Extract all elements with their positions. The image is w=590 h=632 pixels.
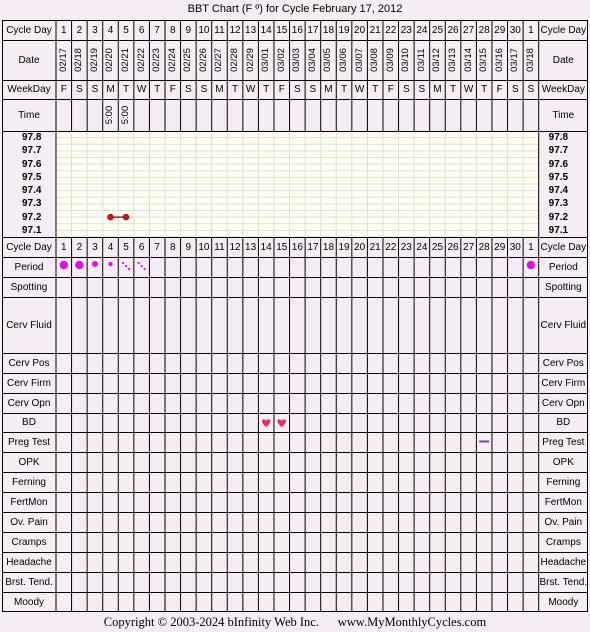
weekday-label: S <box>402 84 410 95</box>
row-label-left-cerv_pos: Cerv Pos <box>8 357 50 369</box>
row-label-right-cramps: Cramps <box>545 536 581 548</box>
cycle-day-number: 1 <box>61 241 67 253</box>
weekday-label: S <box>184 84 192 95</box>
temp-tick-right: 97.6 <box>548 158 569 170</box>
weekday-label: W <box>136 84 147 95</box>
cycle-day-number: 10 <box>198 241 210 253</box>
weekday-label: S <box>527 84 535 95</box>
date-label: 03/18 <box>524 48 536 72</box>
row-label-right-cerv_pos: Cerv Pos <box>542 357 584 369</box>
cycle-day-number: 14 <box>260 241 272 253</box>
cycle-day-number: 12 <box>229 24 241 36</box>
weekday-label: S <box>200 84 208 95</box>
cycle-day-number: 7 <box>154 241 160 253</box>
weekday-label: M <box>215 84 224 95</box>
cycle-day-number: 2 <box>76 241 83 253</box>
temp-tick-left: 97.7 <box>22 145 42 157</box>
date-label: 03/15 <box>478 48 490 72</box>
cycle-day-number: 20 <box>354 24 366 36</box>
cycle-day-number: 21 <box>369 24 381 36</box>
cycle-day-number: 11 <box>214 241 225 253</box>
date-label: 03/14 <box>462 48 474 72</box>
cycle-day-number: 30 <box>509 241 521 253</box>
date-label: 02/25 <box>182 48 194 72</box>
bd-heart <box>278 419 286 427</box>
temp-tick-left: 97.4 <box>22 185 42 197</box>
cycle-day-number: 19 <box>338 241 350 253</box>
weekday-label: T <box>122 84 130 95</box>
cycle-day-number: 23 <box>400 241 412 253</box>
cycle-day-number: 29 <box>494 241 506 253</box>
date-label: 03/06 <box>338 48 350 72</box>
temp-tick-left: 97.6 <box>22 158 42 170</box>
weekday-label: T <box>372 84 379 95</box>
period-mark-heavy <box>527 261 535 269</box>
temp-tick-right: 97.7 <box>548 145 569 157</box>
cycle-day-number: 5 <box>123 24 129 36</box>
date-label: 02/21 <box>120 48 132 72</box>
cycle-day-number: 20 <box>354 241 366 253</box>
weekday-label: S <box>511 84 519 95</box>
row-label-left-cycle_day: Cycle Day <box>6 241 52 253</box>
period-mark-heavy <box>60 261 68 269</box>
temp-point <box>123 214 129 220</box>
row-label-right-ov_pain: Ov. Pain <box>544 516 583 528</box>
cycle-day-number: 13 <box>245 24 257 36</box>
period-mark-spotting-dot <box>128 268 130 270</box>
row-label-right-brst_tend: Brst. Tend. <box>539 576 588 588</box>
row-label-left-ov_pain: Ov. Pain <box>10 516 48 528</box>
weekday-label: F <box>60 84 67 95</box>
date-label: 03/17 <box>509 48 521 72</box>
cycle-day-number: 7 <box>154 24 160 36</box>
date-label: 03/11 <box>415 48 427 72</box>
temp-tick-left: 97.5 <box>22 171 42 183</box>
date-label: 03/04 <box>306 48 318 72</box>
weekday-label: S <box>293 84 301 95</box>
cycle-day-number: 9 <box>185 241 192 253</box>
date-label: 02/28 <box>229 48 241 72</box>
weekday-label: F <box>387 84 394 95</box>
row-label-left-preg_test: Preg Test <box>7 436 51 448</box>
cycle-day-number: 26 <box>447 24 459 36</box>
row-label-left-ferning: Ferning <box>12 476 46 488</box>
temp-tick-right: 97.3 <box>548 198 569 210</box>
time-label: 5:00 <box>120 105 132 125</box>
date-label: 02/23 <box>151 48 163 72</box>
chart-title: BBT Chart (F º) for Cycle February 17, 2012 <box>187 3 403 15</box>
cycle-day-number: 24 <box>416 241 428 253</box>
row-label-left-cerv_opn: Cerv Opn <box>7 397 51 409</box>
time-label: 5:00 <box>104 105 116 125</box>
row-label-left-cycle_day: Cycle Day <box>6 24 52 36</box>
cycle-day-number: 8 <box>169 24 176 36</box>
date-label: 03/09 <box>384 48 396 72</box>
weekday-label: F <box>278 84 285 95</box>
row-label-right-moody: Moody <box>548 596 579 608</box>
date-label: 03/13 <box>447 48 459 72</box>
cycle-day-number: 18 <box>322 24 335 36</box>
period-mark-spotting-dot <box>122 262 124 264</box>
row-label-left-moody: Moody <box>13 596 44 608</box>
row-label-left-period: Period <box>14 261 44 273</box>
period-mark-spotting-dot <box>144 268 146 270</box>
cycle-day-number: 22 <box>385 241 397 253</box>
date-label: 03/12 <box>431 48 443 72</box>
weekday-label: M <box>106 84 115 95</box>
cycle-day-number: 23 <box>400 24 412 36</box>
row-label-left-spotting: Spotting <box>10 281 48 293</box>
cycle-day-number: 2 <box>76 24 83 36</box>
row-label-left-date: Date <box>18 54 40 66</box>
weekday-label: M <box>324 84 333 95</box>
row-label-right-cerv_fluid: Cerv Fluid <box>540 319 587 331</box>
cycle-day-number: 1 <box>528 24 534 36</box>
weekday-label: T <box>231 84 239 95</box>
date-label: 03/01 <box>260 48 272 72</box>
row-label-right-fertmon: FertMon <box>544 496 582 508</box>
cycle-day-number: 16 <box>291 241 303 253</box>
cycle-day-number: 8 <box>169 241 176 253</box>
cycle-day-number: 19 <box>338 24 350 36</box>
site-link[interactable]: www.MyMonthlyCycles.com <box>337 615 487 629</box>
date-label: 03/08 <box>369 48 381 72</box>
row-label-right-opk: OPK <box>552 456 574 468</box>
period-mark-spotting-dot <box>141 265 143 267</box>
weekday-label: S <box>418 84 426 95</box>
date-label: 03/16 <box>493 48 505 72</box>
row-label-right-weekday: WeekDay <box>541 84 585 95</box>
cycle-day-number: 16 <box>291 24 303 36</box>
cycle-day-number: 14 <box>260 24 272 36</box>
row-label-right-date: Date <box>552 54 574 66</box>
period-mark-spotting-dot <box>125 265 127 267</box>
weekday-label: W <box>245 84 256 95</box>
weekday-label: S <box>76 84 83 95</box>
temp-tick-left: 97.3 <box>22 198 42 210</box>
date-label: 03/05 <box>322 48 334 72</box>
row-label-left-brst_tend: Brst. Tend. <box>5 576 53 588</box>
period-mark-spotting-dot <box>138 262 140 264</box>
cycle-day-number: 21 <box>369 241 381 253</box>
temp-tick-right: 97.4 <box>548 185 569 197</box>
weekday-label: W <box>354 84 365 95</box>
cycle-day-number: 6 <box>138 24 145 36</box>
row-label-left-weekday: WeekDay <box>7 84 51 95</box>
cycle-day-number: 3 <box>92 241 98 253</box>
temp-point <box>107 214 113 220</box>
footer <box>0 612 590 632</box>
date-label: 02/17 <box>57 48 69 72</box>
row-label-left-bd: BD <box>22 417 36 428</box>
weekday-label: S <box>91 84 99 95</box>
row-label-left-cramps: Cramps <box>11 536 47 548</box>
date-label: 03/10 <box>400 48 412 72</box>
temp-tick-right: 97.5 <box>548 171 569 183</box>
row-label-left-headache: Headache <box>6 556 52 568</box>
cycle-day-number: 4 <box>107 24 114 36</box>
row-label-left-time: Time <box>18 109 40 121</box>
row-label-right-bd: BD <box>556 417 571 428</box>
period-mark-medium <box>92 261 98 267</box>
cycle-day-number: 28 <box>478 241 490 253</box>
cycle-day-number: 5 <box>123 241 129 253</box>
cycle-day-number: 29 <box>494 24 506 36</box>
cycle-day-number: 15 <box>276 241 288 253</box>
cycle-day-number: 6 <box>138 241 145 253</box>
cycle-day-number: 1 <box>61 24 67 36</box>
weekday-label: T <box>340 84 348 95</box>
cycle-day-number: 22 <box>385 24 397 36</box>
temp-tick-right: 97.8 <box>548 132 569 144</box>
row-label-right-headache: Headache <box>540 556 587 568</box>
cycle-day-number: 1 <box>528 241 534 253</box>
cycle-day-number: 27 <box>463 24 475 36</box>
date-label: 02/26 <box>197 48 209 72</box>
cycle-day-number: 9 <box>185 24 192 36</box>
cycle-day-number: 17 <box>307 24 319 36</box>
weekday-label: M <box>433 84 442 95</box>
cycle-day-number: 17 <box>307 241 319 253</box>
cycle-day-number: 25 <box>431 241 444 253</box>
cycle-day-number: 15 <box>276 24 288 36</box>
temp-tick-left: 97.2 <box>22 211 42 223</box>
weekday-label: F <box>496 84 503 95</box>
weekday-label: W <box>463 84 474 95</box>
date-label: 02/22 <box>135 48 147 72</box>
cycle-day-number: 28 <box>478 24 490 36</box>
cycle-day-number: 26 <box>447 241 459 253</box>
weekday-label: S <box>309 84 317 95</box>
cycle-day-number: 11 <box>214 24 225 36</box>
temp-tick-left: 97.8 <box>22 132 42 144</box>
row-label-left-cerv_fluid: Cerv Fluid <box>6 319 52 331</box>
date-label: 03/03 <box>291 48 303 72</box>
row-label-right-spotting: Spotting <box>544 281 582 293</box>
period-mark-heavy <box>75 261 83 269</box>
date-label: 03/07 <box>353 48 365 72</box>
date-label: 02/18 <box>73 48 85 72</box>
row-label-right-cerv_opn: Cerv Opn <box>541 397 585 409</box>
date-label: 02/29 <box>244 48 256 72</box>
temp-tick-right: 97.2 <box>548 211 569 223</box>
row-label-right-time: Time <box>552 109 575 121</box>
bd-heart <box>262 419 270 427</box>
cycle-day-number: 10 <box>198 24 210 36</box>
row-label-right-cycle_day: Cycle Day <box>540 241 587 253</box>
date-label: 02/24 <box>166 48 178 72</box>
cycle-day-number: 4 <box>107 241 114 253</box>
weekday-label: F <box>169 84 176 95</box>
weekday-label: T <box>481 84 488 95</box>
row-label-right-period: Period <box>548 261 578 273</box>
cycle-day-number: 13 <box>245 241 257 253</box>
cycle-day-number: 12 <box>229 241 241 253</box>
row-label-right-cerv_firm: Cerv Firm <box>541 377 586 389</box>
date-label: 02/27 <box>213 48 225 72</box>
temp-tick-left: 97.1 <box>22 224 42 236</box>
row-label-left-fertmon: FertMon <box>10 496 48 508</box>
period-mark-light <box>108 262 112 266</box>
date-label: 02/20 <box>104 48 116 72</box>
weekday-label: T <box>154 84 161 95</box>
row-label-right-preg_test: Preg Test <box>542 436 585 448</box>
temp-tick-right: 97.1 <box>548 224 569 236</box>
outer-frame <box>3 21 588 612</box>
weekday-label: T <box>263 84 270 95</box>
weekday-label: T <box>449 84 457 95</box>
cycle-day-number: 30 <box>509 24 521 36</box>
row-label-left-cerv_firm: Cerv Firm <box>7 377 51 389</box>
cycle-day-number: 24 <box>416 24 428 36</box>
date-label: 02/19 <box>88 48 100 72</box>
cycle-day-number: 27 <box>463 241 475 253</box>
row-label-right-ferning: Ferning <box>546 476 581 488</box>
date-label: 03/02 <box>275 48 287 72</box>
cycle-day-number: 3 <box>92 24 98 36</box>
copyright-text: Copyright © 2003-2024 bInfinity Web Inc. <box>103 615 319 629</box>
cycle-day-number: 18 <box>322 241 335 253</box>
cycle-day-number: 25 <box>431 24 444 36</box>
row-label-right-cycle_day: Cycle Day <box>540 24 587 36</box>
row-label-left-opk: OPK <box>18 456 40 468</box>
